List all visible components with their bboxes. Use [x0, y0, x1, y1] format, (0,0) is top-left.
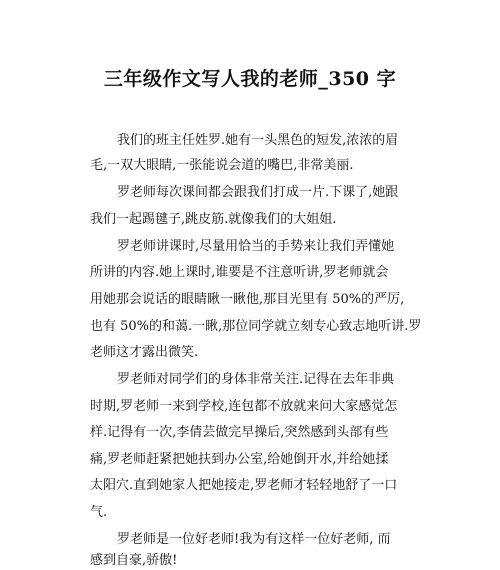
text-line: 毛,一双大眼睛,一张能说会道的嘴巴,非常美丽.: [90, 158, 354, 173]
text-line: 用她那会说话的眼睛瞅一瞅他,那目光里有 50%的严厉,: [90, 292, 405, 307]
text-line: 我们的班主任姓罗.她有一头黑色的短发,浓浓的眉: [117, 133, 399, 148]
text-line: 罗老师讲课时,尽量用恰当的手势来让我们弄懂她: [117, 239, 395, 254]
text-line: 所讲的内容.她上课时,谁要是不注意听讲,罗老师就会: [90, 265, 389, 280]
text-line: 样.记得有一次,李倩芸做完早操后,突然感到头部有些: [90, 425, 389, 440]
text-line: 太阳穴.直到她家人把她接走,罗老师才轻轻地舒了一口: [90, 478, 398, 493]
text-line: 罗老师每次课间都会跟我们打成一片.下课了,她跟: [117, 185, 399, 200]
text-line: 我们一起踢毽子,跳皮筋.就像我们的大姐姐.: [90, 212, 337, 227]
text-line: 气.: [90, 505, 108, 520]
text-line: 痛,罗老师赶紧把她扶到办公室,给她倒开水,并给她揉: [90, 452, 389, 467]
text-line: 罗老师是一位好老师!我为有这样一位好老师, 而: [117, 532, 391, 547]
text-line: 罗老师对同学们的身体非常关注.记得在去年非典: [117, 372, 395, 387]
text-line: 也有 50%的和蔼.一瞅,那位同学就立刻专心致志地听讲.罗: [90, 319, 422, 334]
document-title: 三年级作文写人我的老师_350 字: [103, 68, 397, 90]
text-line: 老师这才露出微笑.: [90, 345, 199, 360]
text-line: 时期,罗老师一来到学校,连包都不放就来问大家感觉怎: [90, 399, 398, 414]
text-line: 感到自豪,骄傲!: [90, 553, 178, 568]
